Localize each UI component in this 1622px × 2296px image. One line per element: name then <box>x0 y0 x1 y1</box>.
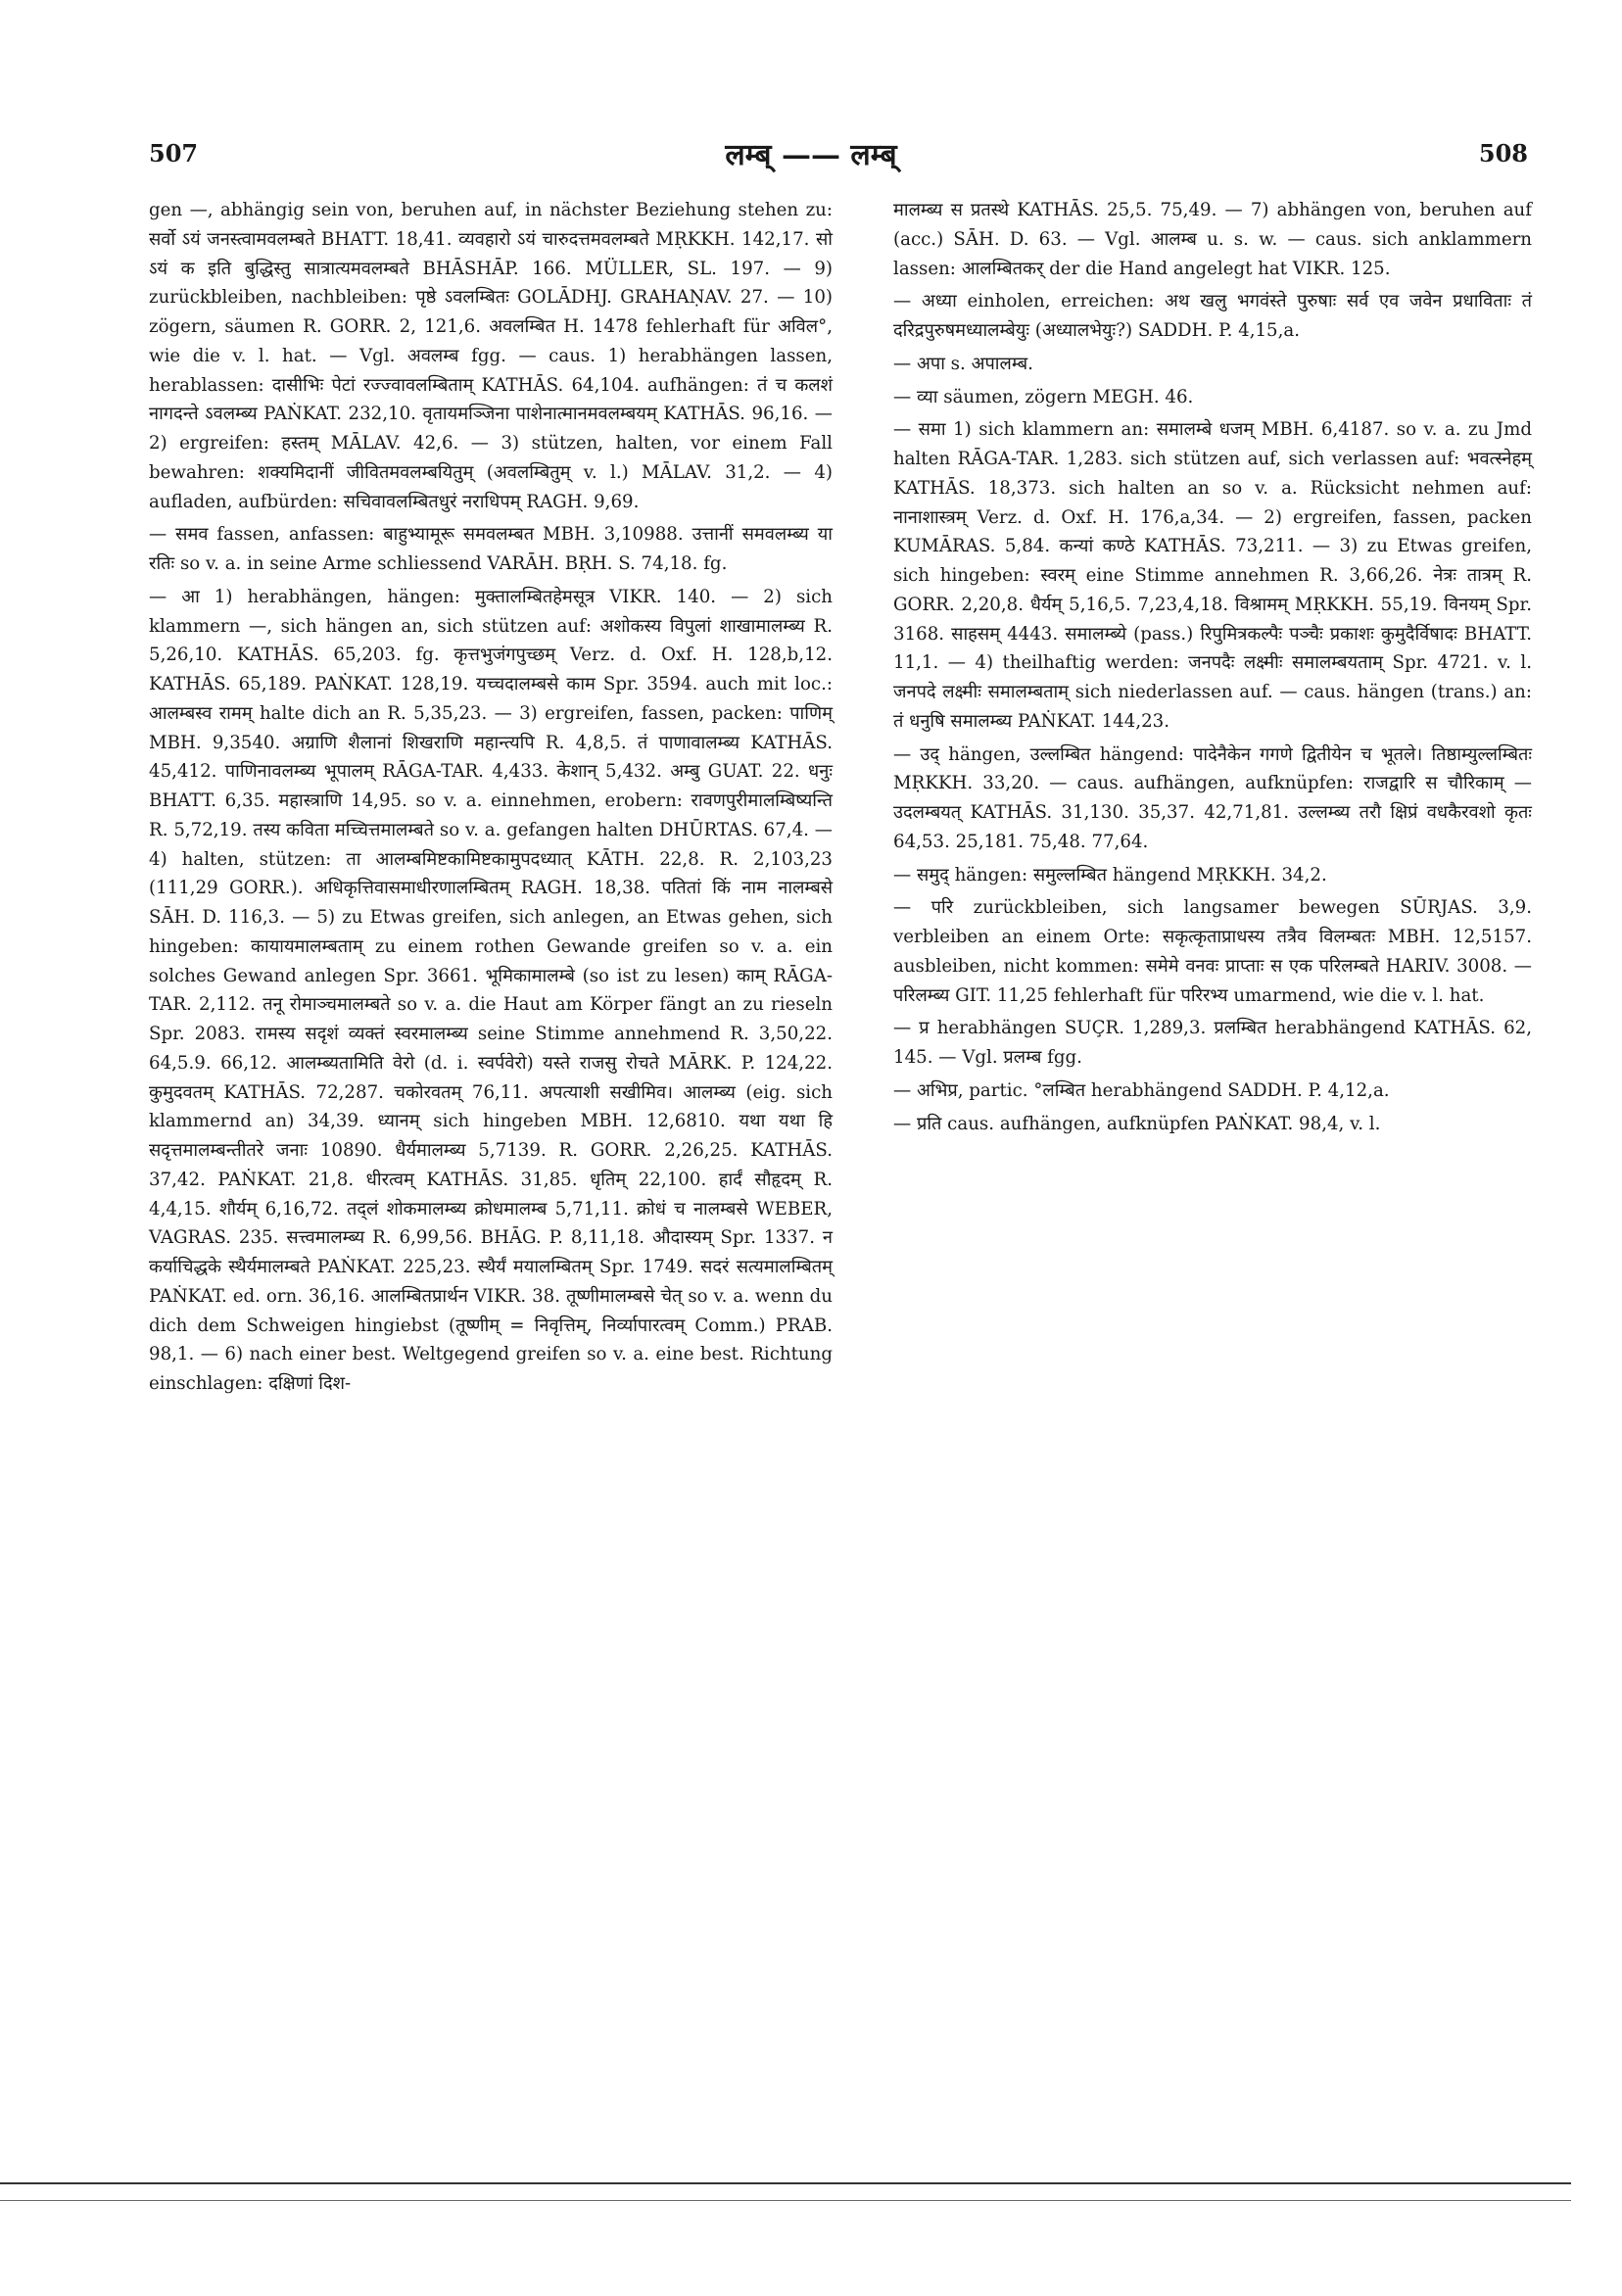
entry-paragraph: — अभिप्र, partic. °लम्बित herabhängend SADDH. P. 4,12,a. <box>893 1079 1390 1101</box>
entry-paragraph: मालम्ब्य स प्रतस्थे KATHĀS. 25,5. 75,49. — 7) abhängen von, beruhen auf (acc.) SĀH. D. 63. — Vgl. आलम्ब u. s. w. — caus. sich anklammern lassen: आलम्बितकर् der die Hand angelegt hat VIKR. 125. <box>893 200 1532 279</box>
entry-paragraph: — समुद् hängen: समुल्लम्बित hängend MṚKKH. 34,2. <box>893 864 1327 885</box>
entry-paragraph: — व्या säumen, zögern MEGH. 46. <box>893 386 1194 407</box>
page-number-right: 508 <box>1478 139 1528 167</box>
entry-paragraph: — परि zurückbleiben, sich langsamer bewegen SŪRJAS. 3,9. verbleiben an einem Orte: सकृत्कृताप्राधस्य तत्रैव विलम्बतः MBH. 12,5157. ausbleiben, nicht kommen: समेमे वनवः प्राप्ताः स एक परिलम्बते HARIV. 3008. — परिलम्ब्य GIT. 11,25 fehlerhaft für परिरभ्य umarmend, wie die v. l. hat. <box>893 897 1532 1006</box>
entry-paragraph: — अपा s. अपालम्ब. <box>893 353 1033 374</box>
entry-paragraph: — अध्या einholen, erreichen: अथ खलु भगवंस्ते पुरुषाः सर्व एव जवेन प्रधाविताः तं दरिद्रपुरुषमध्यालम्बेयुः (अध्यालभेयुः?) SADDH. P. 4,15,a. <box>893 291 1532 341</box>
entry-paragraph: — उद् hängen, उल्लम्बित hängend: पादेनैकेन गगणे द्वितीयेन च भूतले। तिष्ठाम्युल्लम्बितः MṚKKH. 33,20. — caus. aufhängen, aufknüpfen: राजद्वारि स चौरिकाम् — उदलम्बयत् KATHĀS. 31,130. 35,37. 42,71,81. उल्लम्ब्य तरौ क्षिप्रं वधकैरवशो कृतः 64,53. 25,181. 75,48. 77,64. <box>893 743 1532 852</box>
footer-rule-thin <box>0 2200 1571 2201</box>
entry-paragraph: — प्र herabhängen SUÇR. 1,289,3. प्रलम्बित herabhängend KATHĀS. 62, 145. — Vgl. प्रलम्ब fgg. <box>893 1018 1532 1068</box>
running-headword: लम्ब् —— लम्ब् <box>725 138 897 172</box>
page-number-left: 507 <box>149 139 199 167</box>
entry-paragraph: — आ 1) herabhängen, hängen: मुक्तालम्बितहेमसूत्र VIKR. 140. — 2) sich klammern —, sich hängen an, sich stützen auf: अशोकस्य विपुलां शाखामालम्ब्य R. 5,26,10. KATHĀS. 65,203. fg. कृत्तभुजंगपुच्छम् Verz. d. Oxf. H. 128,b,12. KATHĀS. 65,189. PAṄKAT. 128,19. यच्चदालम्बसे काम Spr. 3594. auch mit loc.: आलम्बस्व रामम् halte dich an R. 5,35,23. — 3) ergreifen, fassen, packen: पाणिम् MBH. 9,3540. अग्राणि शैलानां शिखराणि महान्त्यपि R. 4,8,5. तं पाणावालम्ब्य KATHĀS. 45,412. पाणिनावलम्ब्य भूपालम् RĀGA-TAR. 4,433. केशान् 5,432. अम्बु GUAT. 22. धनुः BHATT. 6,35. महास्त्राणि 14,95. so v. a. einnehmen, erobern: रावणपुरीमालम्बिष्यन्ति R. 5,72,19. तस्य कविता मच्चित्तमालम्बते so v. a. gefangen halten DHŪRTAS. 67,4. — 4) halten, stützen: ता आलम्बमिष्टकामिष्टकामुपदध्यात् KĀTH. 22,8. R. 2,103,23 (111,29 GORR.). अधिकृत्तिवासमाधीरणालम्बितम् RAGH. 18,38. पतितां किं नाम नालम्बसे SĀH. D. 116,3. — 5) zu Etwas greifen, sich anlegen, an Etwas gehen, sich hingeben: कायायमालम्बताम् zu einem rothen Gewande greifen so v. a. ein solches Gewand anlegen Spr. 3661. भूमिकामालम्बे (so ist zu lesen) काम् RĀGA-TAR. 2,112. तनू रोमाञ्चमालम्बते so v. a. die Haut am Körper fängt an zu rieseln Spr. 2083. रामस्य सदृशं व्यक्तं स्वरमालम्ब्य seine Stimme annehmend R. 3,50,22. 64,5.9. 66,12. आलम्ब्यतामिति वेरो (d. i. स्वर्पवेरो) यस्ते राजसु रोचते MĀRK. P. 124,22. कुमुदवतम् KATHĀS. 72,287. चकोरवतम् 76,11. अपत्याशी सखीमिव। आलम्ब्य (eig. sich klammernd an) 34,39. ध्यानम् sich hingeben MBH. 12,6810. यथा यथा हि सदृत्तमालम्बन्तीतरे जनाः 10890. धैर्यमालम्ब्य 5,7139. R. GORR. 2,26,25. KATHĀS. 37,42. PAṄKAT. 21,8. धीरत्वम् KATHĀS. 31,85. धृतिम् 22,100. हार्दं सौहृदम् R. 4,4,15. शौर्यम् 6,16,72. तद्लं शोकमालम्ब्य क्रोधमालम्ब 5,71,11. क्रोधं च नालम्बसे WEBER, VAGRAS. 235. सत्त्वमालम्ब्य R. 6,99,56. BHĀG. P. 8,11,18. औदास्यम् Spr. 1337. न कर्याचिद्धके स्थैर्यमालम्बते PAṄKAT. 225,23. स्थैर्यं मयालम्बितम् Spr. 1749. सदरं सत्यमालम्बितम् PAṄKAT. ed. orn. 36,16. आलम्बितप्रार्थन VIKR. 38. तूष्णीमालम्बसे चेत् so v. a. wenn du dich dem Schweigen hingiebst (तूष्णीम् = निवृत्तिम्, निर्व्यापारत्वम् Comm.) PRAB. 98,1. — 6) nach einer best. Weltgegend greifen so v. a. eine best. Richtung einschlagen: दक्षिणां दिश- <box>149 586 833 1394</box>
entry-paragraph: — समव fassen, anfassen: बाहुभ्यामूरू समवलम्बत MBH. 3,10988. उत्तानीं समवलम्ब्य या रतिः so v. a. in seine Arme schliessend VARĀH. BṚH. S. 74,18. fg. <box>149 524 833 574</box>
entry-paragraph: gen —, abhängig sein von, beruhen auf, in nächster Beziehung stehen zu: सर्वो ऽयं जनस्त्वामवलम्बते BHATT. 18,41. व्यवहारो ऽयं चारुदत्तमवलम्बते MṚKKH. 142,17. सो ऽयं क इति बुद्धिस्तु सात्रात्यमवलम्बते BHĀSHĀP. 166. MÜLLER, SL. 197. — 9) zurückbleiben, nachbleiben: पृष्ठे ऽवलम्बितः GOLĀDHJ. GRAHAṆAV. 27. — 10) zögern, säumen R. GORR. 2, 121,6. अवलम्बित H. 1478 fehlerhaft für अविल°, wie die v. l. hat. — Vgl. अवलम्ब fgg. — caus. 1) herabhängen lassen, herablassen: दासीभिः पेटां रज्ज्वावलम्बिताम् KATHĀS. 64,104. aufhängen: तं च कलशं नागदन्ते ऽवलम्ब्य PAṄKAT. 232,10. वृतायमञ्जिना पाशेनात्मानमवलम्बयम् KATHĀS. 96,16. — 2) ergreifen: हस्तम् MĀLAV. 42,6. — 3) stützen, halten, vor einem Fall bewahren: शक्यमिदानीं जीवितमवलम्बयितुम् (अवलम्बितुम् v. l.) MĀLAV. 31,2. — 4) aufladen, aufbürden: सचिवावलम्बितधुरं नराधिपम् RAGH. 9,69. <box>149 200 833 512</box>
footer-rule <box>0 2182 1571 2184</box>
entry-paragraph: — प्रति caus. aufhängen, aufknüpfen PAṄKAT. 98,4, v. l. <box>893 1113 1381 1134</box>
entry-paragraph: — समा 1) sich klammern an: समालम्बे धजम् MBH. 6,4187. so v. a. zu Jmd halten RĀGA-TAR. 1,283. sich stützen auf, sich verlassen auf: भवत्स्नेहम् KATHĀS. 18,373. sich halten an so v. a. Rücksicht nehmen auf: नानाशास्त्रम् Verz. d. Oxf. H. 176,a,34. — 2) ergreifen, fassen, packen KUMĀRAS. 5,84. कन्यां कण्ठे KATHĀS. 73,211. — 3) zu Etwas greifen, sich hingeben: स्वरम् eine Stimme annehmen R. 3,66,26. नेत्रः तात्रम् R. GORR. 2,20,8. धैर्यम् 5,16,5. 7,23,4,18. विश्रामम् MṚKKH. 55,19. विनयम् Spr. 3168. साहसम् 4443. समालम्ब्ये (pass.) रिपुमित्रकल्पैः पञ्चैः प्रकाशः कुमुदैर्विषादः BHATT. 11,1. — 4) theilhaftig werden: जनपदैः लक्ष्मीः समालम्बयताम् Spr. 4721. v. l. जनपदे लक्ष्मीः समालम्बताम् sich niederlassen auf. — caus. hängen (trans.) an: तं धनुषि समालम्ब्य PAṄKAT. 144,23. <box>893 419 1532 732</box>
right-column <box>893 196 1532 1142</box>
left-column <box>149 196 833 1403</box>
